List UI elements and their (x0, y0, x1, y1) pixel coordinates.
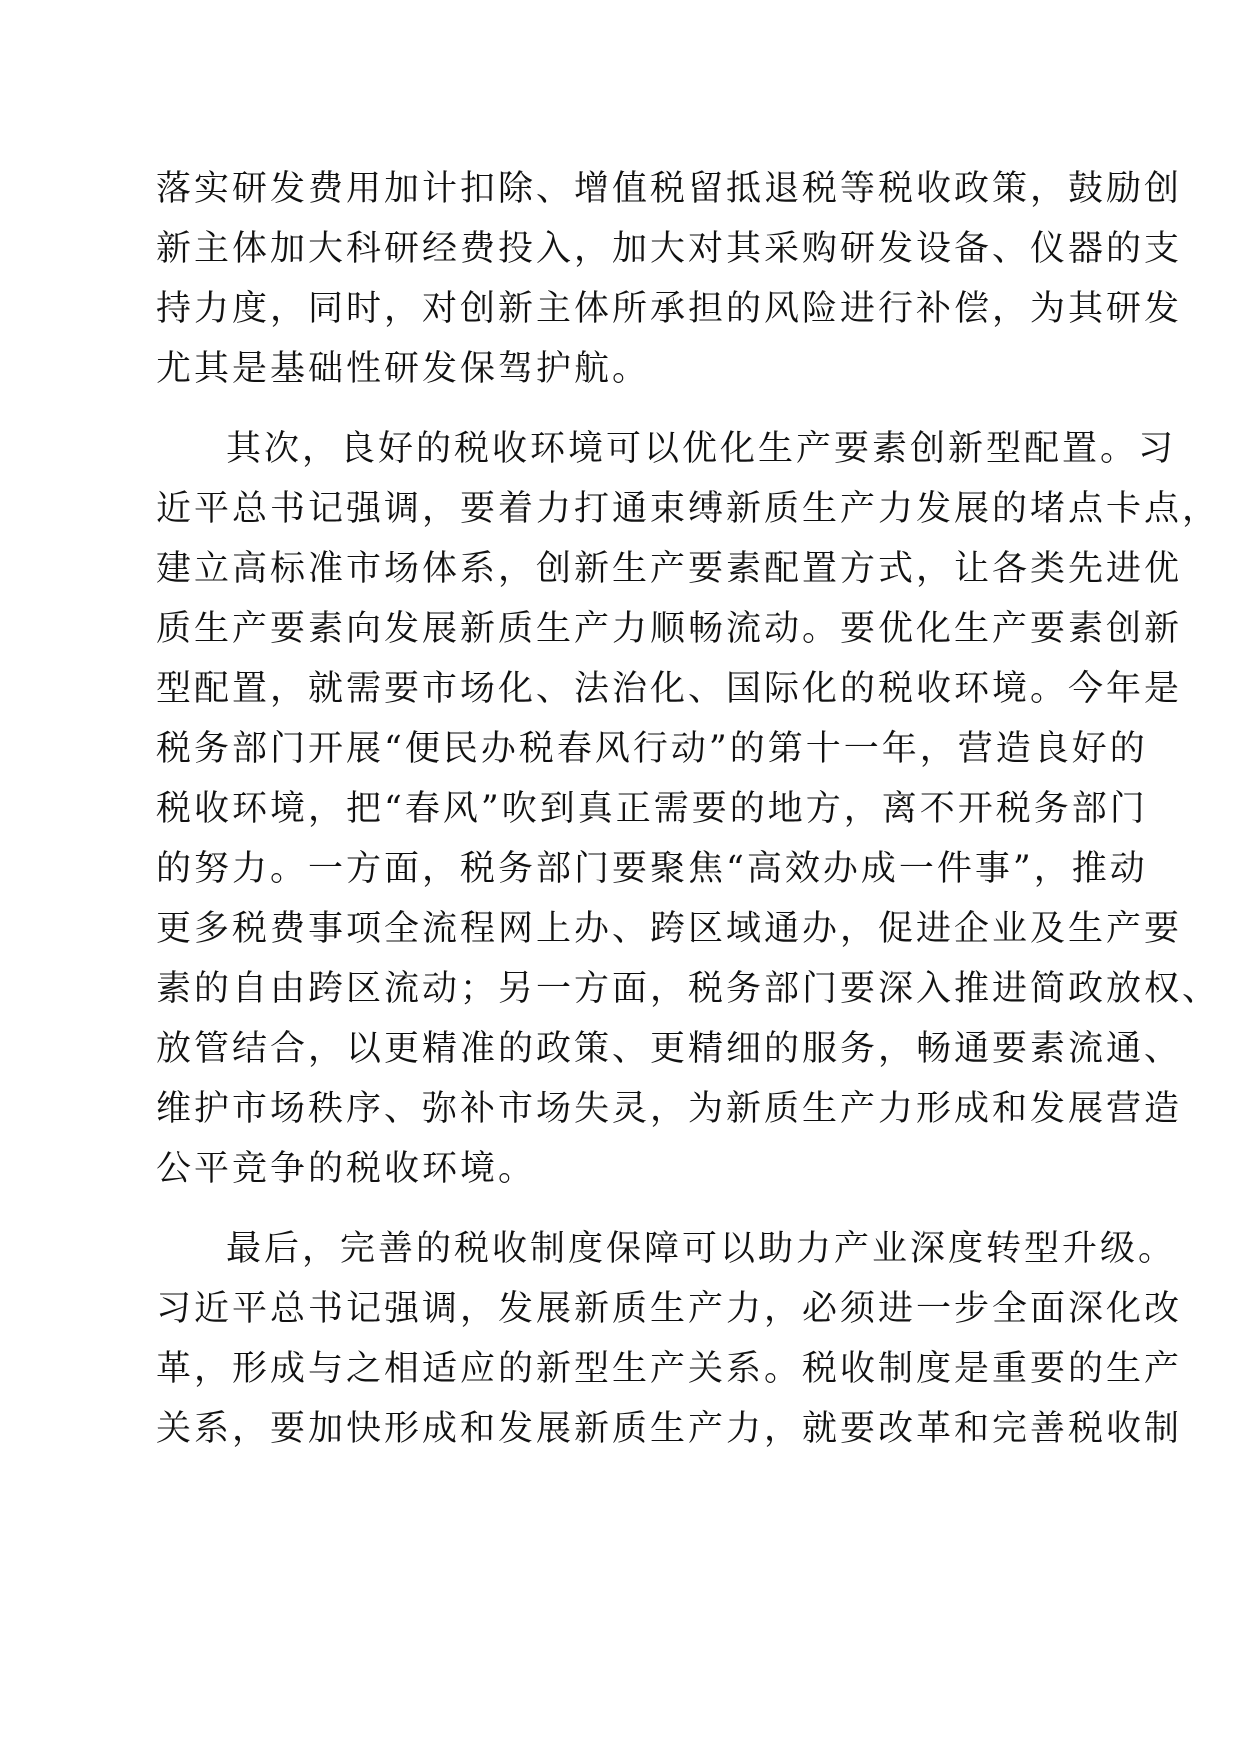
text-line: 持力度，同时，对创新主体所承担的风险进行补偿，为其研发 (156, 289, 1183, 329)
text-line: 型配置，就需要市场化、法治化、国际化的税收环境。今年是 (156, 669, 1183, 709)
paragraph-start-line: 最后，完善的税收制度保障可以助力产业深度转型升级。 (226, 1229, 1177, 1269)
text-line: 尤其是基础性研发保驾护航。 (156, 349, 651, 389)
text-line: 税务部门开展“便民办税春风行动”的第十一年，营造良好的 (156, 729, 1148, 769)
text-line: 新主体加大科研经费投入，加大对其采购研发设备、仪器的支 (156, 229, 1183, 269)
text-line: 习近平总书记强调，发展新质生产力，必须进一步全面深化改 (156, 1289, 1183, 1329)
text-line: 质生产要素向发展新质生产力顺畅流动。要优化生产要素创新 (156, 609, 1183, 649)
text-line: 建立高标准市场体系，创新生产要素配置方式，让各类先进优 (156, 549, 1183, 589)
text-line: 关系，要加快形成和发展新质生产力，就要改革和完善税收制 (156, 1409, 1183, 1449)
text-line: 税收环境，把“春风”吹到真正需要的地方，离不开税务部门 (156, 789, 1148, 829)
paragraph-start-line: 其次，良好的税收环境可以优化生产要素创新型配置。习 (226, 429, 1177, 469)
text-line: 近平总书记强调，要着力打通束缚新质生产力发展的堵点卡点， (156, 489, 1221, 529)
text-line: 革，形成与之相适应的新型生产关系。税收制度是重要的生产 (156, 1349, 1183, 1389)
text-line: 更多税费事项全流程网上办、跨区域通办，促进企业及生产要 (156, 909, 1183, 949)
text-line: 维护市场秩序、弥补市场失灵，为新质生产力形成和发展营造 (156, 1089, 1183, 1129)
text-line: 的努力。一方面，税务部门要聚焦“高效办成一件事”，推动 (156, 849, 1148, 889)
text-line: 公平竞争的税收环境。 (156, 1149, 537, 1189)
text-line: 放管结合，以更精准的政策、更精细的服务，畅通要素流通、 (156, 1029, 1183, 1069)
text-line: 落实研发费用加计扣除、增值税留抵退税等税收政策，鼓励创 (156, 169, 1183, 209)
text-line: 素的自由跨区流动；另一方面，税务部门要深入推进简政放权、 (156, 969, 1221, 1009)
